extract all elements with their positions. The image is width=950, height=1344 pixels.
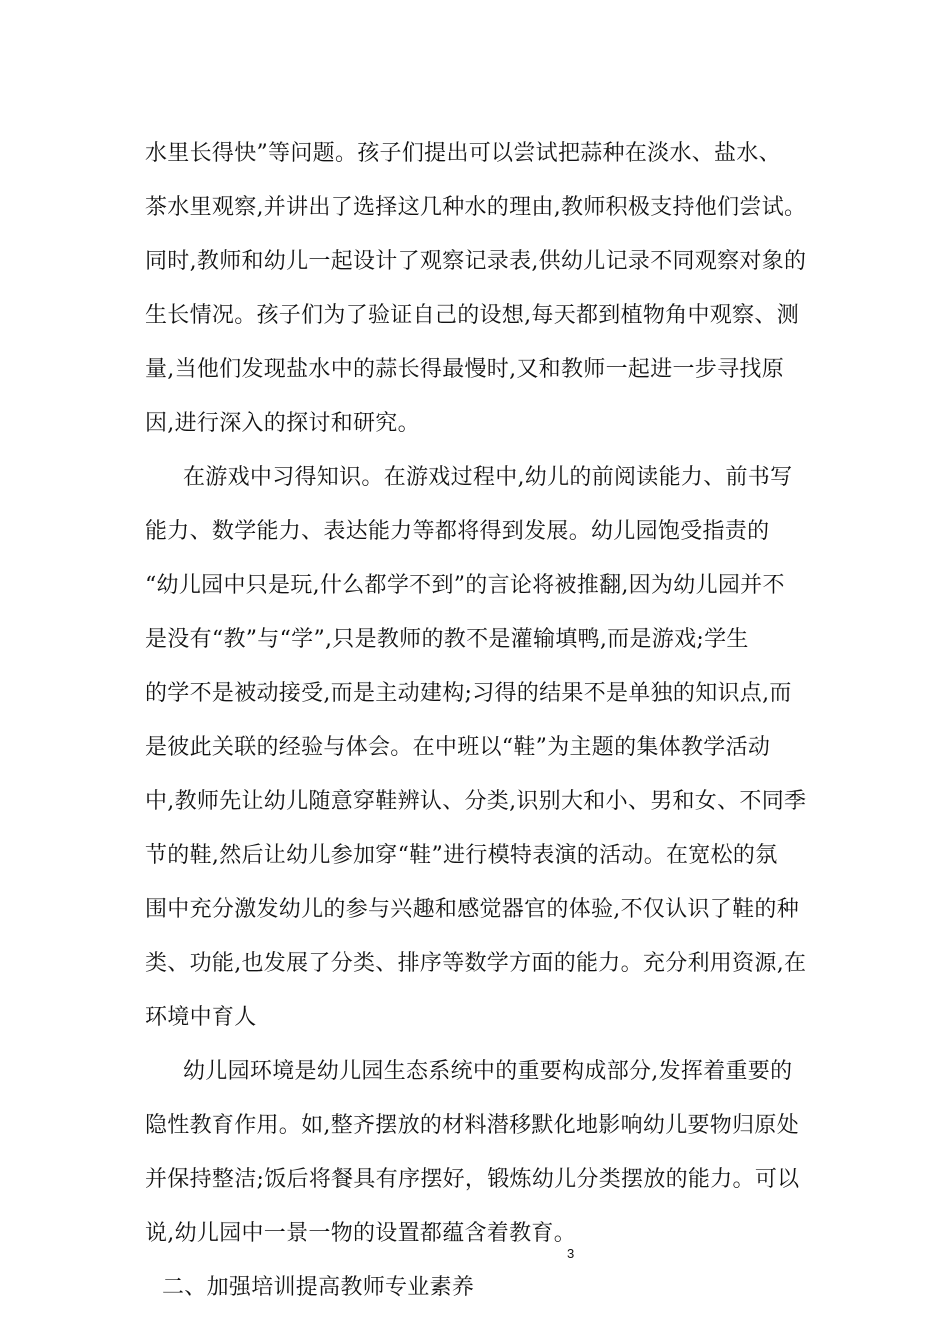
document-body: [145, 127, 810, 1315]
text-line: 水里长得快”等问题。孩子们提出可以尝试把蒜种在淡水、盐水、: [145, 141, 781, 166]
text-line: 类、功能,也发展了分类、排序等数学方面的能力。充分利用资源,在: [145, 951, 807, 976]
section-heading: 二、加强培训提高教师专业素养: [162, 1275, 475, 1300]
text-line: 中,教师先让幼儿随意穿鞋辨认、分类,识别大和小、男和女、不同季: [145, 789, 807, 814]
text-line: 是没有“教”与“学”,只是教师的教不是灌输填鸭,而是游戏;学生: [145, 627, 749, 652]
text-line: 围中充分激发幼儿的参与兴趣和感觉器官的体验,不仅认识了鞋的种: [145, 897, 799, 922]
text-line: 因,进行深入的探讨和研究。: [145, 411, 420, 436]
text-line: “幼儿园中只是玩,什么都学不到”的言论将被推翻,因为幼儿园并不: [145, 573, 785, 598]
text-line: 能力、数学能力、表达能力等都将得到发展。幼儿园饱受指责的: [145, 519, 770, 544]
text-line: 茶水里观察,并讲出了选择这几种水的理由,教师积极支持他们尝试。: [145, 195, 807, 220]
text-line: 隐性教育作用。如,整齐摆放的材料潜移默化地影响幼儿要物归原处: [145, 1113, 799, 1138]
text-line: 同时,教师和幼儿一起设计了观察记录表,供幼儿记录不同观察对象的: [145, 249, 807, 274]
page-number: 3: [567, 1246, 575, 1261]
paragraph-start-line: 在游戏中习得知识。在游戏过程中,幼儿的前阅读能力、前书写: [183, 465, 793, 490]
paragraph-start-line: 幼儿园环境是幼儿园生态系统中的重要构成部分,发挥着重要的: [183, 1059, 793, 1084]
text-line: 说,幼儿园中一景一物的设置都蕴含着教育。: [145, 1221, 576, 1246]
text-line: 生长情况。孩子们为了验证自己的设想,每天都到植物角中观察、测: [145, 303, 799, 328]
text-line: 环境中育人: [145, 1005, 257, 1030]
text-line: 量,当他们发现盐水中的蒜长得最慢时,又和教师一起进一步寻找原: [145, 357, 784, 382]
text-line: 节的鞋,然后让幼儿参加穿“鞋”进行模特表演的活动。在宽松的氛: [145, 843, 778, 868]
text-line: 是彼此关联的经验与体会。在中班以“鞋”为主题的集体教学活动: [145, 735, 771, 760]
text-line: 并保持整洁;饭后将餐具有序摆好，锻炼幼儿分类摆放的能力。可以: [145, 1167, 800, 1192]
text-line: 的学不是被动接受,而是主动建构;习得的结果不是单独的知识点,而: [145, 681, 792, 706]
